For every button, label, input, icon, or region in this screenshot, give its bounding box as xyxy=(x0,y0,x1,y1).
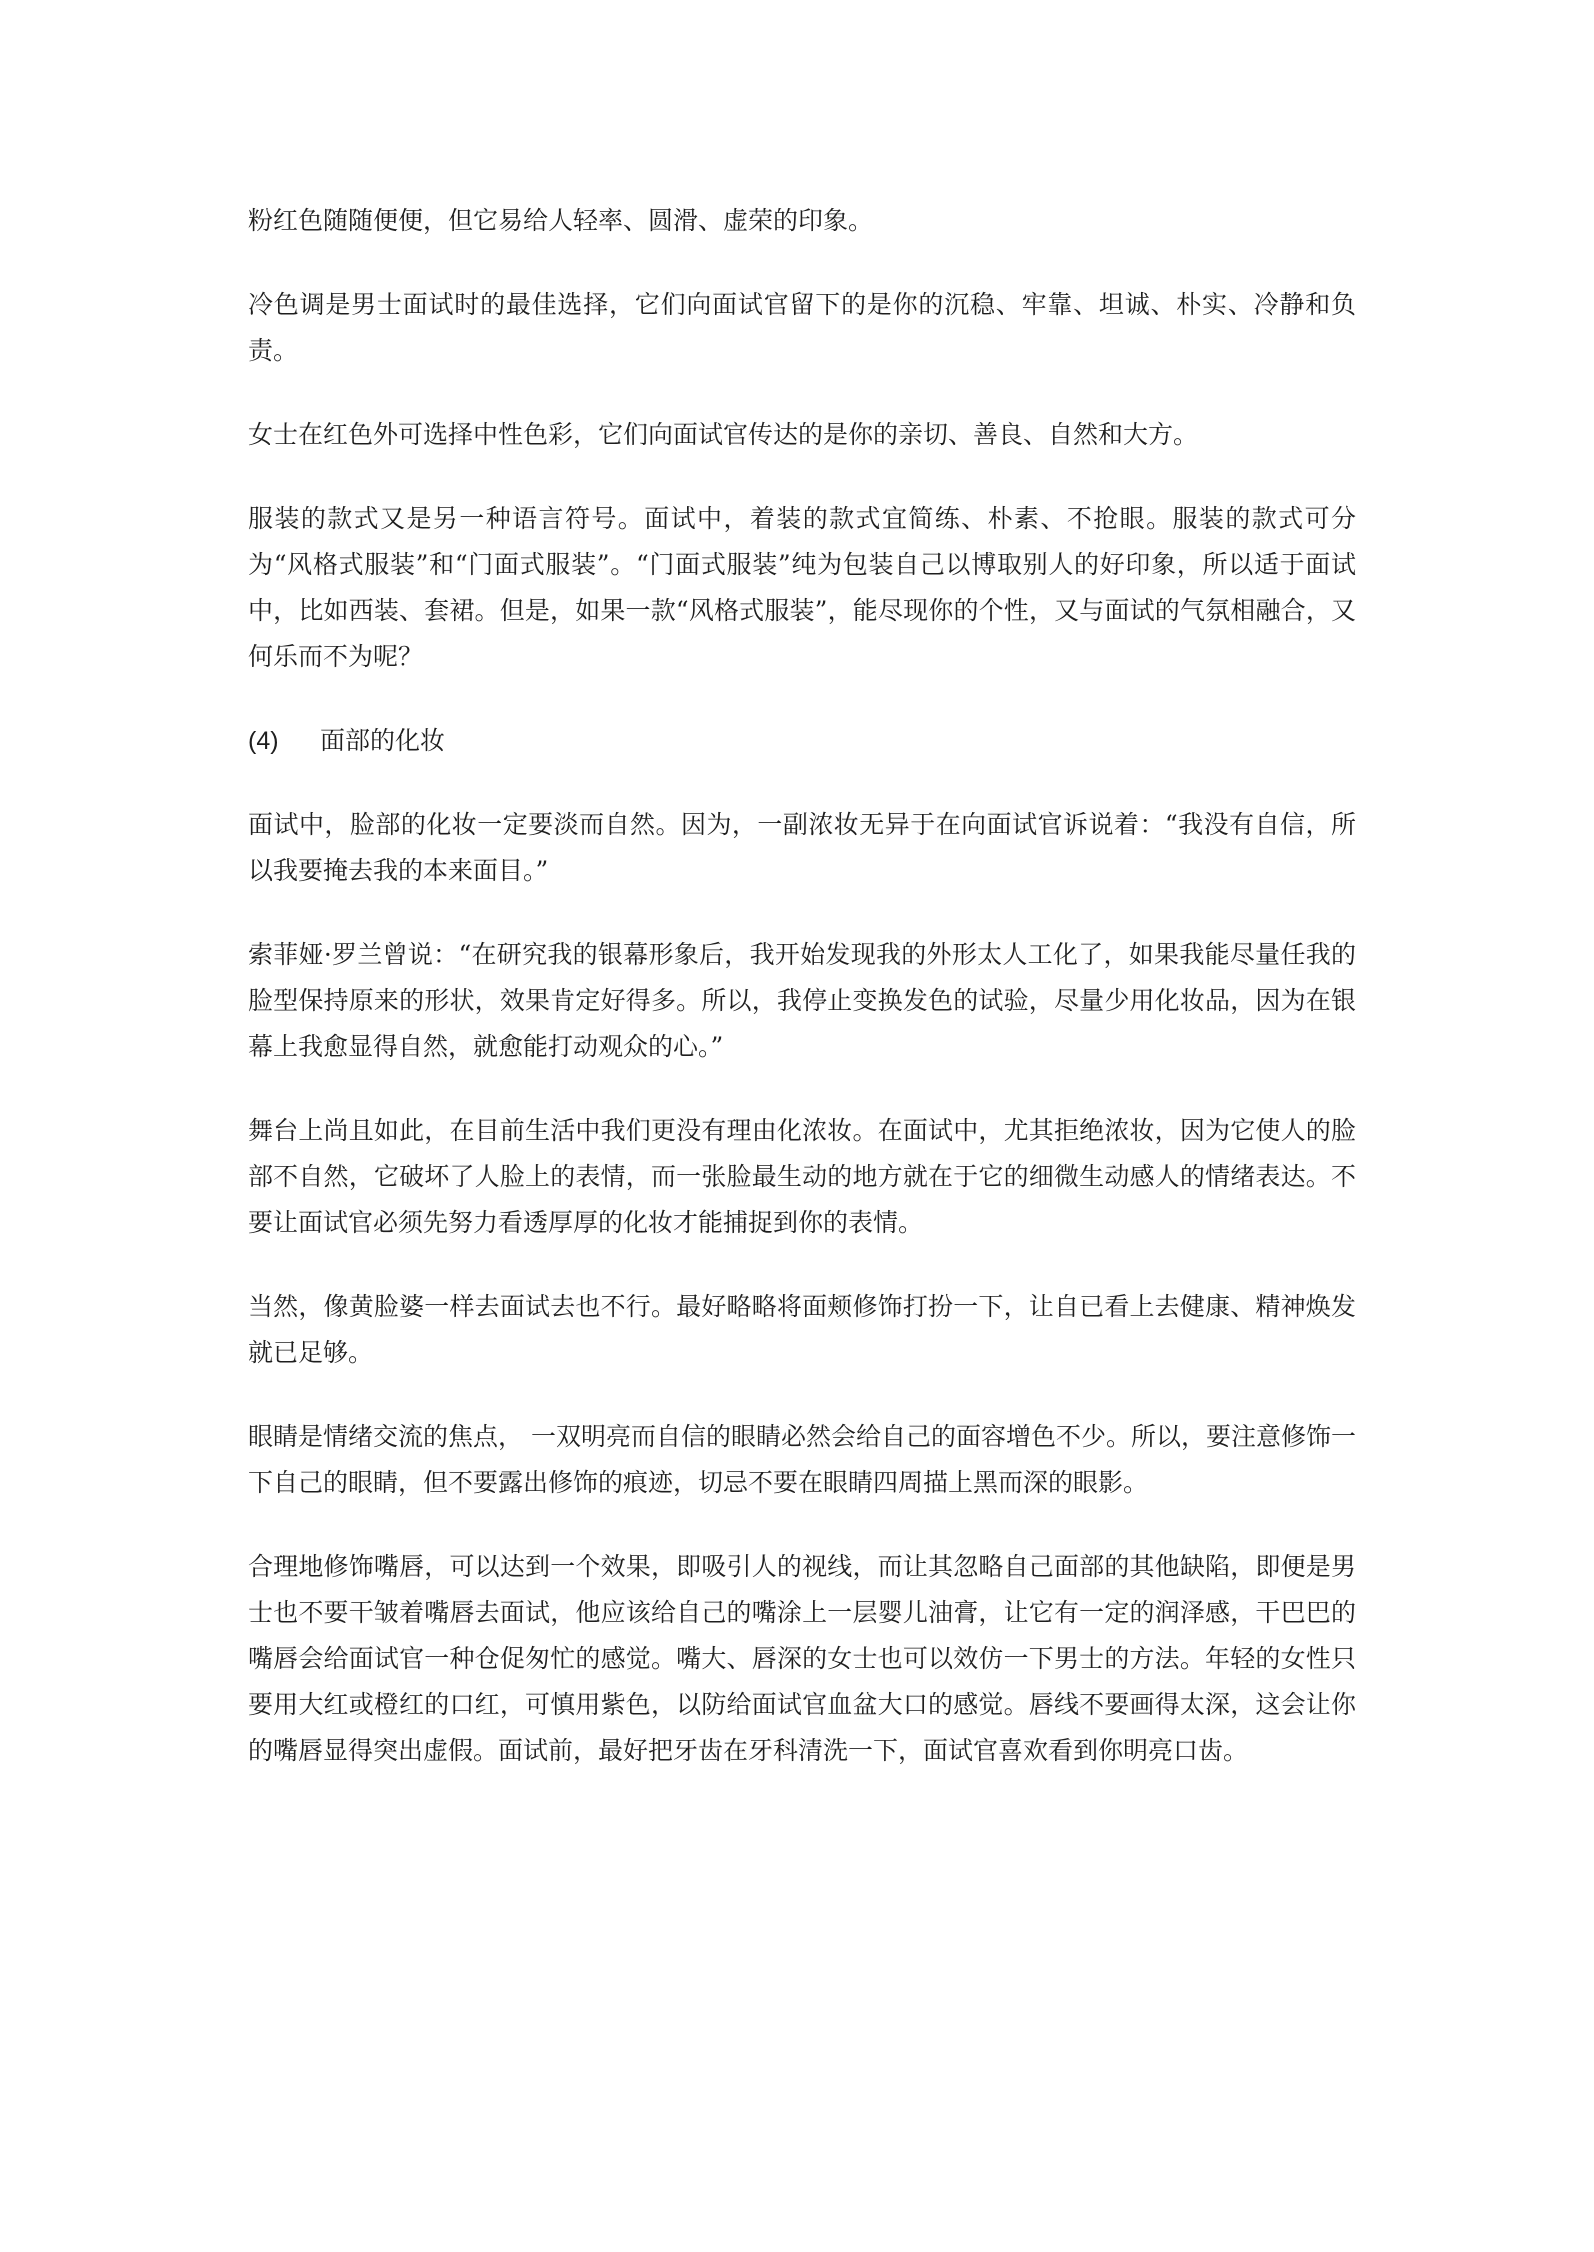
paragraph-women-colors: 女士在红色外可选择中性色彩，它们向面试官传达的是你的亲切、善良、自然和大方。 xyxy=(248,420,1199,449)
paragraph-clothing-style: 服装的款式又是另一种语言符号。面试中，着装的款式宜简练、朴素、不抢眼。服装的款式可分为“风格式服装”和“门面式服装”。“门面式服装”纯为包装自己以博取别人的好印象，所以适于面试中，比如西装、套裙。但是，如果一款“风格式服装”，能尽现你的个性，又与面试的气氛相融合，又何乐而不为呢？ xyxy=(248,504,1356,671)
paragraph-light-makeup: 面试中，脸部的化妆一定要淡而自然。因为，一副浓妆无异于在向面试官诉说着：“我没有自信，所以我要掩去我的本来面目。” xyxy=(248,810,1356,885)
paragraph-no-heavy-makeup: 舞台上尚且如此，在目前生活中我们更没有理由化浓妆。在面试中，尤其拒绝浓妆，因为它使人的脸部不自然，它破坏了人脸上的表情，而一张脸最生动的地方就在于它的细微生动感人的情绪表达。不要让面试官必须先努力看透厚厚的化妆才能捕捉到你的表情。 xyxy=(248,1116,1356,1237)
section-heading xyxy=(248,718,1356,764)
paragraph-pink-color: 粉红色随随便便，但它易给人轻率、圆滑、虚荣的印象。 xyxy=(248,206,874,235)
section-number: (4) xyxy=(248,727,279,755)
paragraph-lips: 合理地修饰嘴唇，可以达到一个效果，即吸引人的视线，而让其忽略自己面部的其他缺陷，即便是男士也不要干皱着嘴唇去面试，他应该给自己的嘴涂上一层婴儿油膏，让它有一定的润泽感，干巴巴的嘴唇会给面试官一种仓促匆忙的感觉。嘴大、唇深的女士也可以效仿一下男士的方法。年轻的女性只要用大红或橙红的口红，可慎用紫色，以防给面试官血盆大口的感觉。唇线不要画得太深，这会让你的嘴唇显得突出虚假。面试前，最好把牙齿在牙科清洗一下，面试官喜欢看到你明亮口齿。 xyxy=(248,1552,1356,1765)
paragraph-eyes: 眼睛是情绪交流的焦点， 一双明亮而自信的眼睛必然会给自己的面容增色不少。所以，要注意修饰一下自己的眼睛，但不要露出修饰的痕迹，切忌不要在眼睛四周描上黑而深的眼影。 xyxy=(248,1422,1356,1497)
section-title: 面部的化妆 xyxy=(320,726,446,755)
paragraph-healthy-look: 当然，像黄脸婆一样去面试去也不行。最好略略将面颊修饰打扮一下，让自已看上去健康、精神焕发就已足够。 xyxy=(248,1292,1356,1367)
document-page xyxy=(248,198,1356,1812)
paragraph-sophia-loren-quote: 索菲娅·罗兰曾说：“在研究我的银幕形象后，我开始发现我的外形太人工化了，如果我能尽量任我的脸型保持原来的形状，效果肯定好得多。所以，我停止变换发色的试验，尽量少用化妆品，因为在银幕上我愈显得自然，就愈能打动观众的心。” xyxy=(248,940,1356,1061)
paragraph-cool-tones: 冷色调是男士面试时的最佳选择，它们向面试官留下的是你的沉稳、牢靠、坦诚、朴实、冷静和负责。 xyxy=(248,290,1356,365)
